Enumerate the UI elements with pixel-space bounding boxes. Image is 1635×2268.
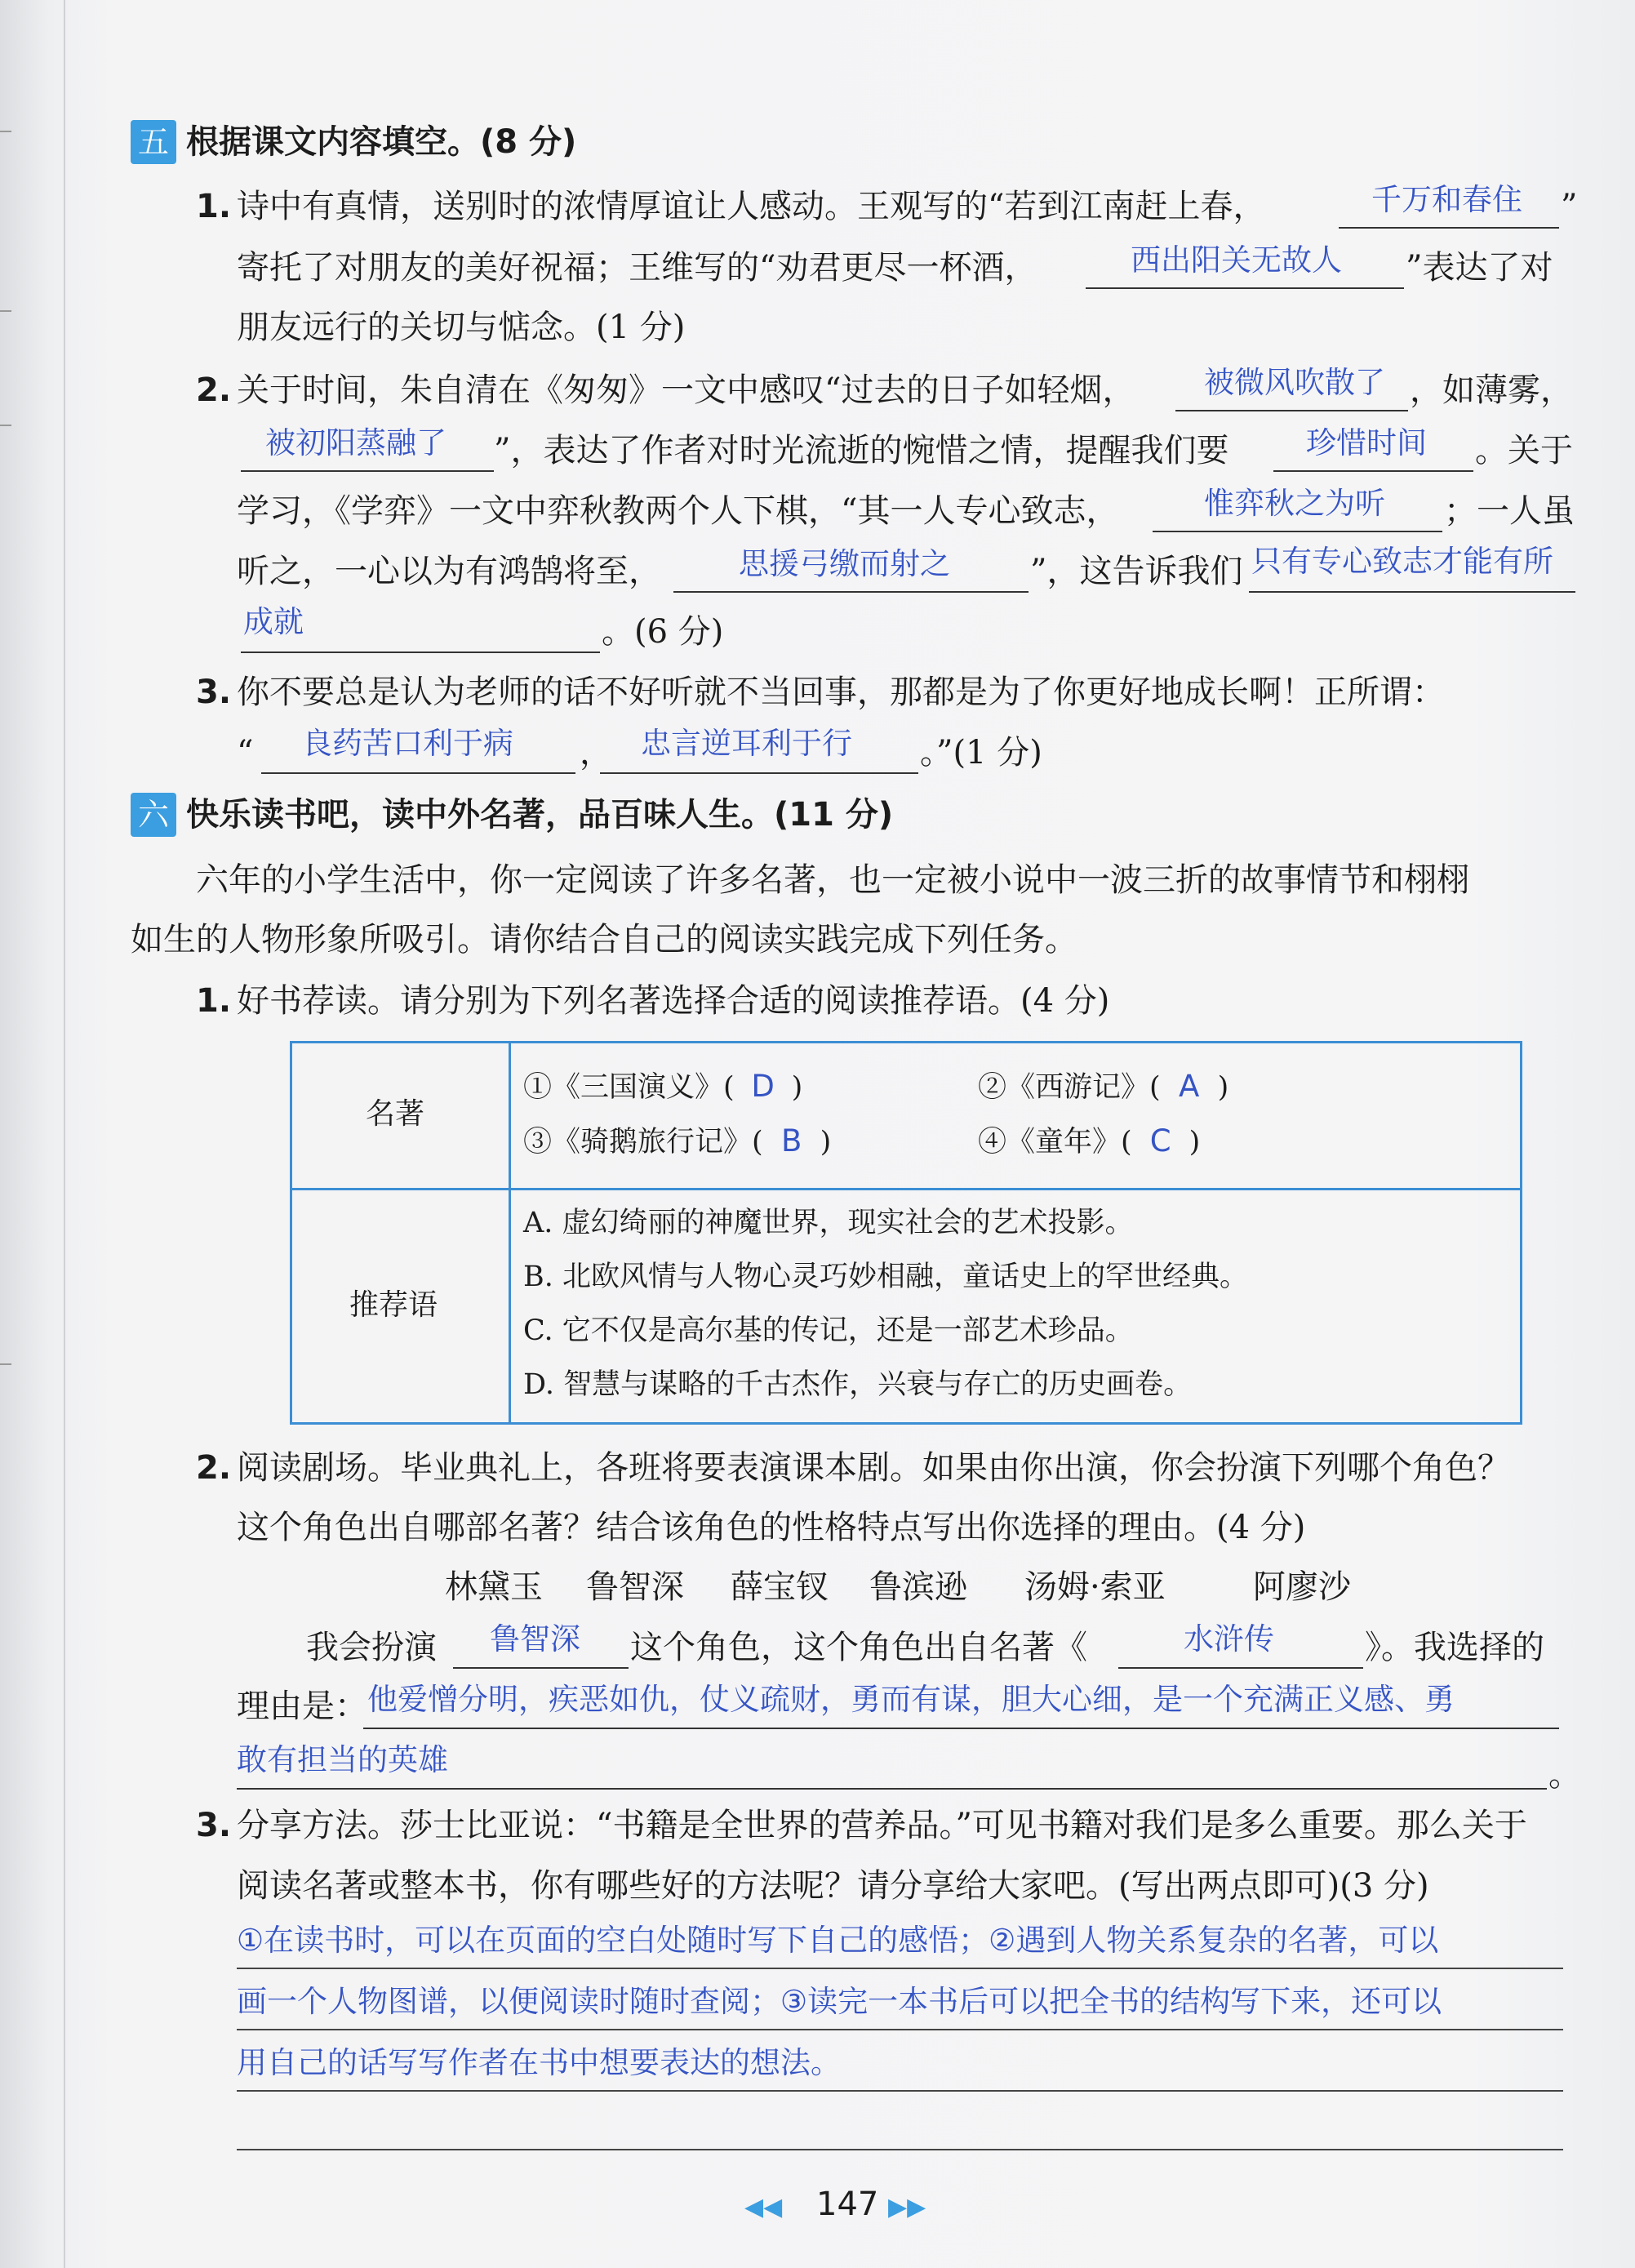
handwritten-answer: 鲁智深 [490,1621,580,1657]
edge-mark [0,1363,11,1365]
question-number: 2. [196,371,232,409]
table-divider [292,1188,1520,1190]
question-text: 。 [1548,1756,1581,1794]
table-label-recommendations: 推荐语 [349,1288,438,1322]
handwritten-answer: 西出阳关无故人 [1131,242,1342,278]
question-text: 理由是： [237,1688,367,1725]
answer-blank [1153,531,1442,532]
question-text: ；一人虽 [1444,492,1575,530]
answer-line [237,2149,1563,2150]
section-badge-6: 六 [131,793,176,837]
handwritten-answer: 千万和春住 [1371,182,1522,217]
handwritten-answer: C [1149,1123,1171,1158]
next-page-icon: ▶▶ [888,2193,926,2221]
answer-line [237,1968,1563,1969]
handwritten-answer: 只有专心致志才能有所 [1251,544,1553,579]
handwritten-answer: 敢有担当的英雄 [237,1742,448,1777]
section-title-6: 快乐读书吧，读中外名著，品百味人生。(11 分) [186,796,894,834]
question-text: 》。我选择的 [1365,1629,1544,1666]
question-number: 1. [196,188,232,225]
question-text: 。(6 分) [602,613,724,651]
option-item: C. 它不仅是高尔基的传记，还是一部艺术珍品。 [523,1314,1134,1347]
question-text: ”，表达了作者对时光流逝的惋惜之情，提醒我们要 [494,432,1229,469]
question-text: 关于时间，朱自清在《匆匆》一文中感叹“过去的日子如轻烟， [237,371,1135,409]
handwritten-answer: 水浒传 [1184,1621,1274,1657]
answer-blank [1118,1667,1363,1669]
question-text: 寄托了对朋友的美好祝福；王维写的“劝君更尽一杯酒， [237,249,1037,287]
answer-blank [1339,227,1559,229]
answer-line [237,2090,1563,2092]
answer-blank [453,1667,629,1669]
section-title-5: 根据课文内容填空。(8 分) [186,123,577,161]
handwritten-answer: 良药苦口利于病 [302,726,513,761]
answer-blank [673,591,1029,593]
handwritten-answer: D [751,1069,775,1104]
book-item: ③《骑鹅旅行记》( B ) [523,1121,831,1162]
question-text: 你不要总是认为老师的话不好听就不当回事，那都是为了你更好地成长啊！正所谓： [237,674,1445,711]
question-text: ， [580,734,612,772]
answer-blank [1249,591,1575,593]
edge-mark [0,310,11,312]
handwritten-answer: 惟弈秋之为听 [1204,486,1385,521]
handwritten-answer: A [1179,1069,1200,1104]
question-text: “ [237,734,254,772]
answer-line [237,2029,1563,2030]
edge-mark [0,425,11,426]
answer-blank [1175,410,1408,411]
handwritten-answer: ①在读书时，可以在页面的空白处随时写下自己的感悟；②遇到人物关系复杂的名著，可以 [237,1923,1439,1958]
role-option: 薛宝钗 [731,1568,829,1606]
book-item: ①《三国演义》( D ) [523,1066,802,1107]
question-text: 。关于 [1475,432,1573,469]
question-number: 2. [196,1449,232,1487]
book-item: ②《西游记》( A ) [978,1066,1228,1107]
option-item: A. 虚幻绮丽的神魔世界，现实社会的艺术投影。 [523,1207,1134,1239]
role-option: 阿廖沙 [1253,1568,1351,1606]
recommendation-table [290,1041,1522,1425]
answer-blank [261,772,575,774]
handwritten-answer: 画一个人物图谱，以便阅读时随时查阅；③读完一本书后可以把全书的结构写下来，还可以 [237,1984,1442,2019]
question-text: 诗中有真情，送别时的浓情厚谊让人感动。王观写的“若到江南赶上春， [237,188,1266,225]
handwritten-answer: 被微风吹散了 [1204,365,1385,400]
question-text: ，如薄雾， [1410,371,1573,409]
question-text: 好书荐读。请分别为下列名著选择合适的阅读推荐语。(4 分) [237,982,1110,1020]
question-text: 听之，一心以为有鸿鹄将至， [237,553,661,590]
answer-blank [241,651,600,653]
answer-blank [363,1728,1559,1729]
handwritten-answer: 他爱憎分明，疾恶如仇，仗义疏财，勇而有谋，胆大心细，是一个充满正义感、勇 [367,1682,1455,1717]
role-option: 鲁智深 [586,1568,684,1606]
prev-page-icon: ◀◀ [744,2193,783,2221]
question-text: 阅读名著或整本书，你有哪些好的方法呢？请分享给大家吧。(写出两点即可)(3 分) [237,1867,1429,1905]
handwritten-answer: 被初阳蒸融了 [265,425,447,460]
option-item: B. 北欧风情与人物心灵巧妙相融，童话史上的罕世经典。 [523,1261,1248,1293]
question-text: 。”(1 分) [920,734,1042,772]
question-text: 分享方法。莎士比亚说：“书籍是全世界的营养品。”可见书籍对我们是多么重要。那么关于 [237,1807,1527,1844]
role-option: 汤姆·索亚 [1024,1568,1166,1606]
section-badge-5: 五 [131,120,176,164]
answer-blank [237,1788,1547,1790]
question-text: 我会扮演 [306,1629,437,1666]
binding-edge [64,0,65,2268]
edge-mark [0,131,11,132]
question-text: 朋友远行的关切与惦念。(1 分) [237,309,686,346]
question-number: 1. [196,982,232,1020]
table-divider [509,1043,511,1422]
question-text: ”，这告诉我们 [1030,553,1243,590]
question-text: 学习，《学弈》一文中弈秋教两个人下棋，“其一人专心致志， [237,492,1119,530]
handwritten-answer: 思援弓缴而射之 [739,546,950,581]
role-option: 鲁滨逊 [869,1568,967,1606]
question-number: 3. [196,674,232,711]
intro-text: 六年的小学生活中，你一定阅读了许多名著，也一定被小说中一波三折的故事情节和栩栩 [196,861,1469,899]
book-item: ④《童年》( C ) [978,1121,1200,1162]
question-text: ”表达了对 [1406,249,1553,287]
question-text: 这个角色，这个角色出自名著《 [630,1629,1087,1666]
handwritten-answer: 成就 [243,604,304,639]
handwritten-answer: 用自己的话写写作者在书中想要表达的想法。 [237,2045,841,2080]
question-text: ” [1561,188,1578,225]
intro-text: 如生的人物形象所吸引。请你结合自己的阅读实践完成下列任务。 [131,921,1077,958]
answer-blank [1086,287,1404,289]
page-number: 147 [816,2186,879,2223]
option-item: D. 智慧与谋略的千古杰作，兴衰与存亡的历史画卷。 [523,1368,1193,1401]
role-option: 林黛玉 [445,1568,543,1606]
handwritten-answer: 珍惜时间 [1306,425,1427,460]
handwritten-answer: 忠言逆耳利于行 [641,726,852,761]
answer-blank [600,772,918,774]
question-number: 3. [196,1807,232,1844]
answer-blank [1273,470,1473,472]
handwritten-answer: B [780,1123,802,1158]
question-text: 这个角色出自哪部名著？结合该角色的性格特点写出你选择的理由。(4 分) [237,1509,1306,1546]
table-label-books: 名著 [366,1097,425,1131]
question-text: 阅读剧场。毕业典礼上，各班将要表演课本剧。如果由你出演，你会扮演下列哪个角色？ [237,1449,1510,1487]
answer-blank [241,470,494,472]
